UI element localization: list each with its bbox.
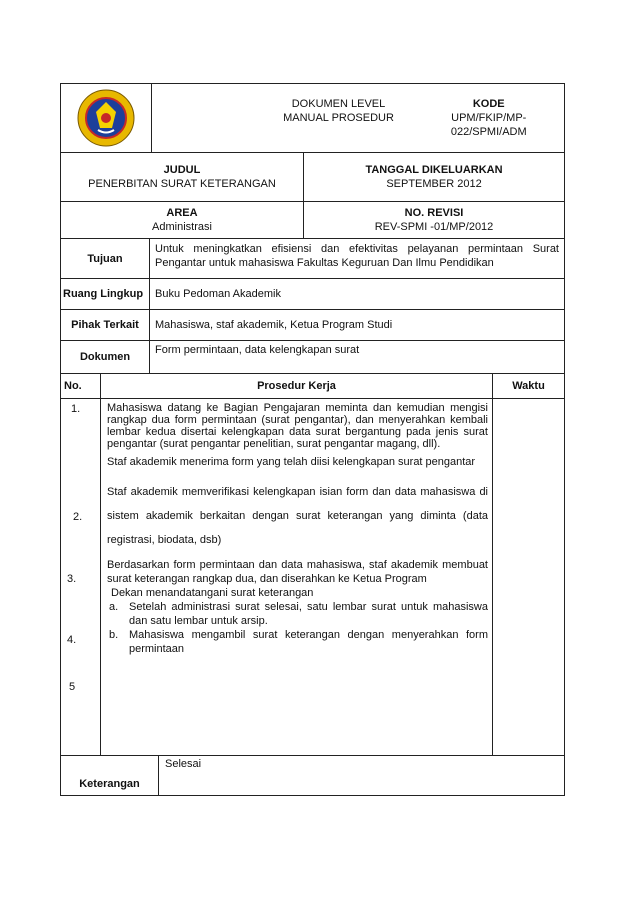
- dokumen-label: Dokumen: [61, 341, 150, 374]
- col-no-header: No.: [61, 374, 101, 399]
- sub-step-b-text: Mahasiswa mengambil surat keterangan dengan menyerahkan form permintaan: [129, 629, 488, 655]
- sub-step-b-marker: b.: [109, 629, 119, 641]
- ruang-lingkup-label: Ruang Lingkup: [61, 279, 150, 310]
- sub-step-a: [109, 600, 488, 628]
- code-label: KODE: [472, 98, 505, 110]
- col-time-header: Waktu: [493, 374, 565, 399]
- step-numbers: [61, 399, 101, 756]
- step-number-4: 4.: [67, 634, 77, 646]
- step-5-text: Dekan menandatangani surat keterangan: [111, 587, 314, 599]
- tujuan-label: Tujuan: [61, 239, 150, 279]
- step-4-text: Berdasarkan form permintaan dan data mahasiswa, staf akademik membuat surat keterangan rangkap dua, dan diserahkan ke Ketua Program: [107, 559, 488, 585]
- issued-value: SEPTEMBER 2012: [386, 178, 482, 190]
- ruang-lingkup-value: Buku Pedoman Akademik: [150, 279, 565, 310]
- step-2-text: Staf akademik menerima form yang telah diisi kelengkapan surat pengantar: [107, 456, 476, 468]
- logo-cell: [61, 84, 152, 153]
- title-cell: [61, 153, 304, 202]
- issued-label: TANGGAL DIKELUARKAN: [365, 164, 503, 176]
- revision-label: NO. REVISI: [404, 207, 464, 219]
- procedure-steps: [101, 399, 493, 756]
- revision-value: REV-SPMI -01/MP/2012: [374, 221, 494, 233]
- area-cell: [61, 202, 304, 239]
- keterangan-value: Selesai: [159, 756, 565, 796]
- revision-cell: [304, 202, 565, 239]
- sub-step-b: [109, 628, 488, 656]
- dokumen-value: Form permintaan, data kelengkapan surat: [150, 341, 565, 374]
- step-number-5: 5: [69, 681, 76, 693]
- doc-level-label: DOKUMEN LEVEL: [291, 98, 386, 110]
- area-label: AREA: [166, 207, 198, 219]
- tujuan-value: Untuk meningkatkan efisiensi dan efektivitas pelayanan permintaan Surat Pengantar untuk mahasiswa Fakultas Keguruan Dan Ilmu Pendidikan: [150, 239, 565, 279]
- footer-table: [60, 755, 565, 796]
- code-value: UPM/FKIP/MP-022/SPMI/ADM: [450, 112, 527, 138]
- pihak-terkait-label: Pihak Terkait: [61, 310, 150, 341]
- title-label: JUDUL: [163, 164, 201, 176]
- area-value: Administrasi: [152, 221, 212, 233]
- time-cell: [493, 399, 565, 756]
- step-1-text: Mahasiswa datang ke Bagian Pengajaran meminta dan kemudian mengisi rangkap dua form permintaan (surat pengantar), dan menyerahkan kembali lembar kedua disertai kelengkapan data surat bergantung pada jenis surat pengantar (surat pengantar penelitian, surat pengantar magang, dll).: [107, 402, 488, 450]
- col-step-header: Prosedur Kerja: [101, 374, 493, 399]
- step-number-3: 3.: [67, 573, 77, 585]
- title-row: [60, 152, 565, 239]
- pihak-terkait-value: Mahasiswa, staf akademik, Ketua Program Studi: [150, 310, 565, 341]
- step-number-1: 1.: [71, 403, 81, 415]
- code-cell: [283, 84, 565, 153]
- title-value: PENERBITAN SURAT KETERANGAN: [88, 178, 276, 190]
- procedure-table: [60, 373, 565, 756]
- step-3-text: Staf akademik memverifikasi kelengkapan isian form dan data mahasiswa di sistem akademik berkaitan dengan surat keterangan yang diminta (data registrasi, biodata, dsb): [107, 486, 488, 546]
- keterangan-label: Keterangan: [61, 756, 159, 796]
- info-table: [60, 238, 565, 374]
- sub-step-a-text: Setelah administrasi surat selesai, satu lembar surat untuk mahasiswa dan satu lembar untuk arsip.: [129, 601, 488, 627]
- step-number-2: 2.: [73, 511, 83, 523]
- sub-step-a-marker: a.: [109, 601, 119, 613]
- issued-cell: [304, 153, 565, 202]
- doc-level-value: MANUAL PROSEDUR: [283, 112, 394, 124]
- document-header: [60, 83, 565, 153]
- procedure-document: [60, 83, 564, 796]
- university-logo-icon: [76, 88, 136, 148]
